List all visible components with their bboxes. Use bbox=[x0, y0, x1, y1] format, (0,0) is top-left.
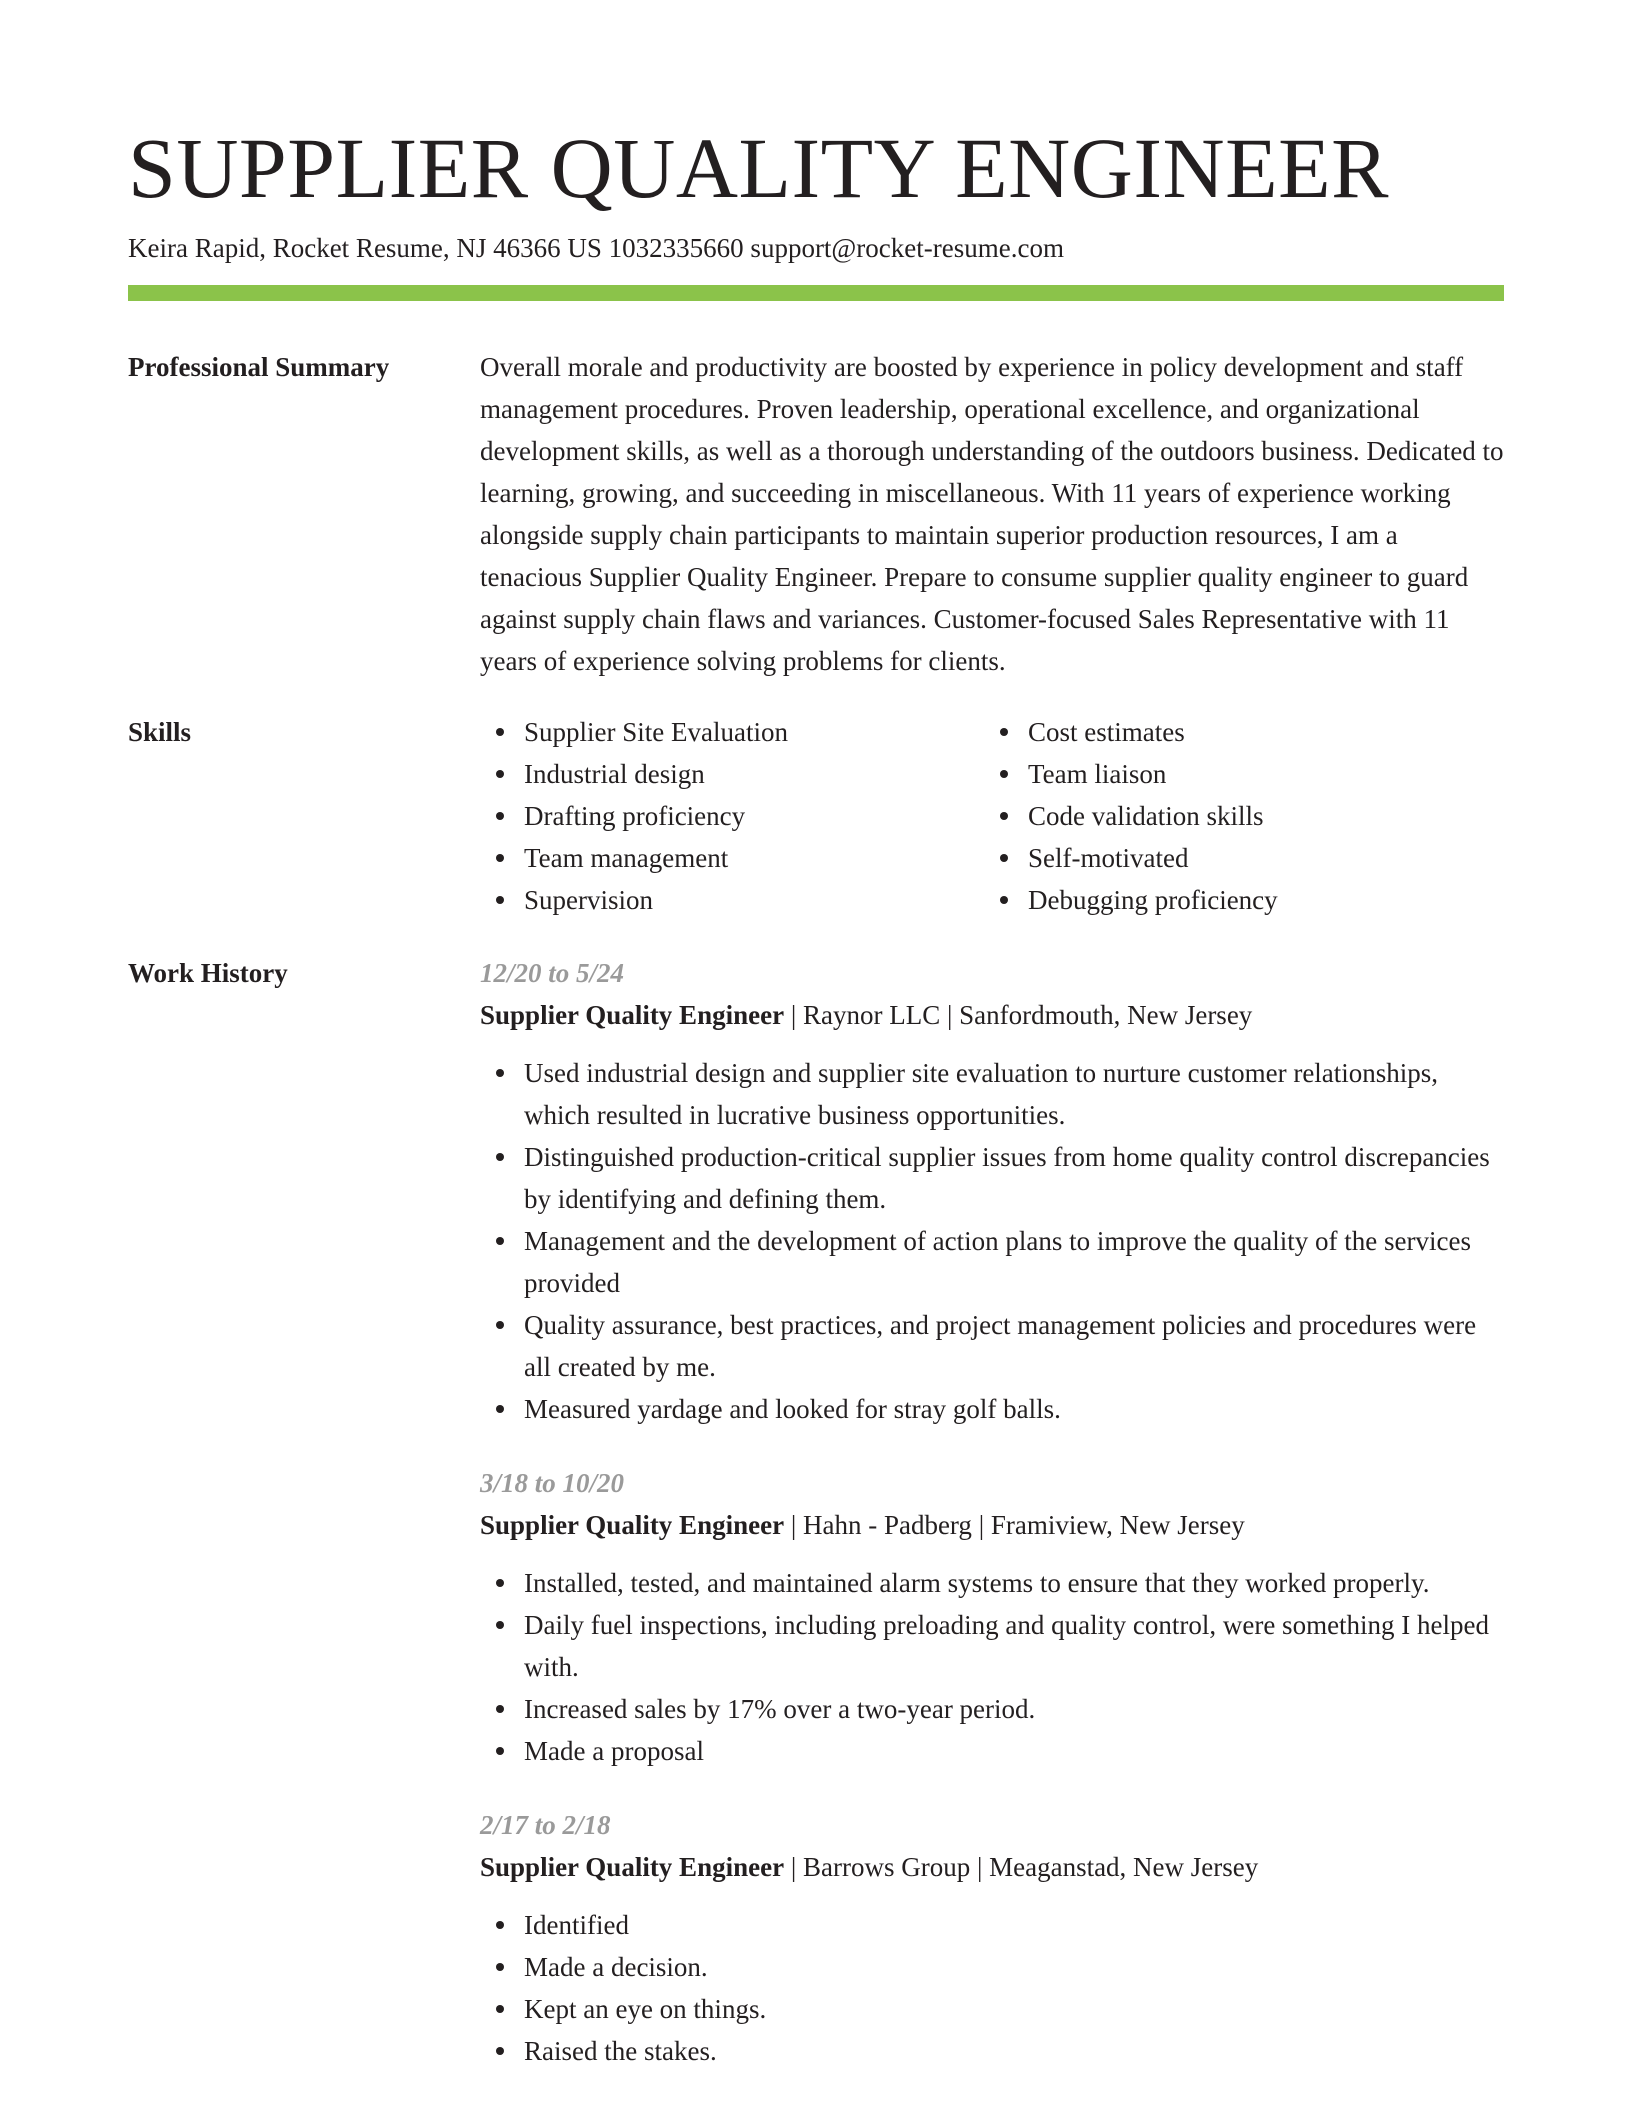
job-bullet: Made a proposal bbox=[524, 1730, 1504, 1772]
job-separator: | bbox=[970, 1852, 990, 1882]
job-bullet: Made a decision. bbox=[524, 1946, 1504, 1988]
skills-list-left bbox=[480, 711, 984, 921]
job-location: Meaganstad, New Jersey bbox=[989, 1852, 1259, 1882]
job-role: Supplier Quality Engineer bbox=[480, 1510, 785, 1540]
job-entry bbox=[480, 952, 1504, 1430]
job-bullet: Management and the development of action plans to improve the quality of the services provided bbox=[524, 1220, 1504, 1304]
work-history-body bbox=[480, 952, 1504, 2104]
skill-item: Cost estimates bbox=[1028, 711, 1488, 753]
work-history-label: Work History bbox=[128, 958, 288, 988]
job-bullet: Daily fuel inspections, including preloading and quality control, were something I helped with. bbox=[524, 1604, 1504, 1688]
skill-item: Supplier Site Evaluation bbox=[524, 711, 984, 753]
job-separator: | bbox=[784, 1852, 803, 1882]
header-divider bbox=[128, 285, 1504, 301]
skills-columns bbox=[480, 711, 1504, 921]
job-bullet: Quality assurance, best practices, and project management policies and procedures were all created by me. bbox=[524, 1304, 1504, 1388]
job-company: Hahn - Padberg bbox=[802, 1510, 972, 1540]
job-bullet: Raised the stakes. bbox=[524, 2030, 1504, 2072]
contact-line: Keira Rapid, Rocket Resume, NJ 46366 US 1032335660 support@rocket-resume.com bbox=[128, 233, 1064, 263]
job-location: Sanfordmouth, New Jersey bbox=[959, 1000, 1253, 1030]
job-entry bbox=[480, 1804, 1504, 2072]
skills-body bbox=[480, 711, 1504, 921]
job-separator: | bbox=[784, 1510, 803, 1540]
job-dates: 2/17 to 2/18 bbox=[480, 1810, 611, 1840]
job-separator: | bbox=[940, 1000, 960, 1030]
job-bullet: Installed, tested, and maintained alarm systems to ensure that they worked properly. bbox=[524, 1562, 1504, 1604]
skill-item: Team management bbox=[524, 837, 984, 879]
job-title-line bbox=[480, 1504, 1504, 1546]
skill-item: Code validation skills bbox=[1028, 795, 1488, 837]
job-bullet: Kept an eye on things. bbox=[524, 1988, 1504, 2030]
job-separator: | bbox=[784, 1000, 803, 1030]
job-dates: 3/18 to 10/20 bbox=[480, 1468, 625, 1498]
skill-item: Team liaison bbox=[1028, 753, 1488, 795]
page-title: SUPPLIER QUALITY ENGINEER bbox=[128, 120, 1390, 216]
skill-item: Supervision bbox=[524, 879, 984, 921]
job-role: Supplier Quality Engineer bbox=[480, 1000, 785, 1030]
job-bullet: Increased sales by 17% over a two-year period. bbox=[524, 1688, 1504, 1730]
skill-item: Debugging proficiency bbox=[1028, 879, 1488, 921]
job-bullet: Measured yardage and looked for stray golf balls. bbox=[524, 1388, 1504, 1430]
job-title-line bbox=[480, 994, 1504, 1036]
skill-item: Self-motivated bbox=[1028, 837, 1488, 879]
summary-body bbox=[480, 346, 1504, 682]
job-dates: 12/20 to 5/24 bbox=[480, 958, 625, 988]
job-bullet: Used industrial design and supplier site evaluation to nurture customer relationships, which resulted in lucrative business opportunities. bbox=[524, 1052, 1504, 1136]
job-entry bbox=[480, 1462, 1504, 1772]
job-company: Barrows Group bbox=[802, 1852, 971, 1882]
job-role: Supplier Quality Engineer bbox=[480, 1852, 785, 1882]
job-bullet-list bbox=[480, 1562, 1504, 1772]
skill-item: Industrial design bbox=[524, 753, 984, 795]
skills-list-right bbox=[984, 711, 1488, 921]
job-company: Raynor LLC bbox=[802, 1000, 941, 1030]
job-bullet: Identified bbox=[524, 1904, 1504, 1946]
job-separator: | bbox=[971, 1510, 991, 1540]
summary-text: Overall morale and productivity are boosted by experience in policy development and staff management procedures. Proven leadership, operational excellence, and organizational development skills, as well as a thorough understanding of the outdoors business. Dedicated to learning, growing, and succeeding in miscellaneous. With 11 years of experience working alongside supply chain participants to maintain superior production resources, I am a tenacious Supplier Quality Engineer. Prepare to consume supplier quality engineer to guard against supply chain flaws and variances. Customer-focused Sales Representative with 11 years of experience solving problems for clients. bbox=[480, 352, 1504, 676]
job-title-line bbox=[480, 1846, 1504, 1888]
skills-label: Skills bbox=[128, 717, 192, 747]
skill-item: Drafting proficiency bbox=[524, 795, 984, 837]
job-bullet-list bbox=[480, 1052, 1504, 1430]
job-bullet: Distinguished production-critical supplier issues from home quality control discrepancies by identifying and defining them. bbox=[524, 1136, 1504, 1220]
summary-label: Professional Summary bbox=[128, 352, 390, 382]
job-location: Framiview, New Jersey bbox=[990, 1510, 1245, 1540]
job-bullet-list bbox=[480, 1904, 1504, 2072]
